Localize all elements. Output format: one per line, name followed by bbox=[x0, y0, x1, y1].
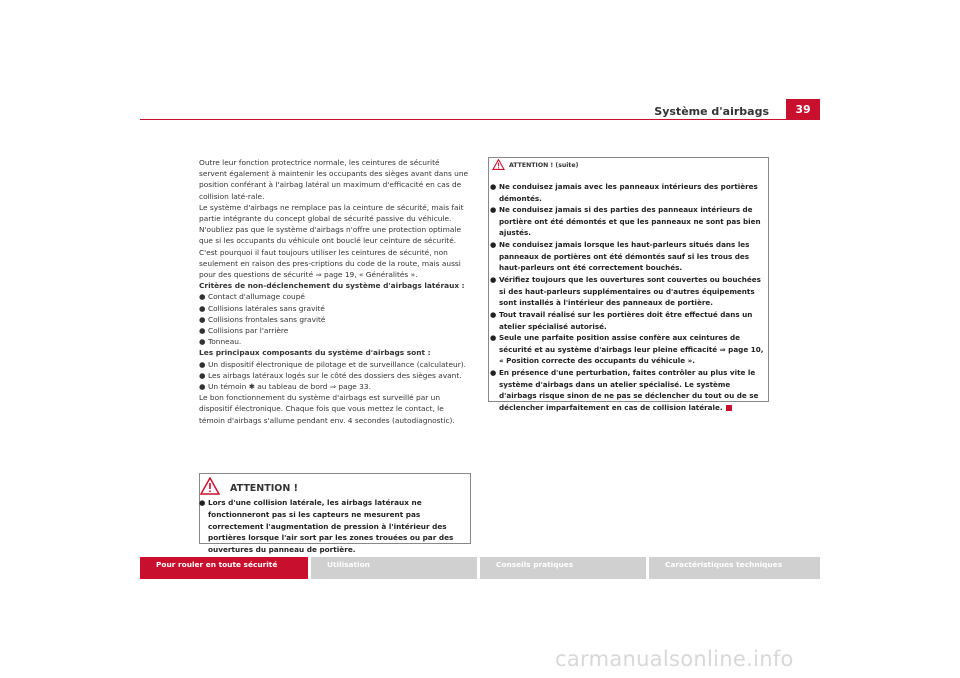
tab-safety[interactable]: Pour rouler en toute sécurité bbox=[140, 557, 308, 579]
bullet-icon: ● bbox=[199, 292, 206, 302]
list-item: ● Tonneau. bbox=[199, 337, 242, 347]
bullet-icon: ● bbox=[490, 205, 497, 215]
warning-triangle-icon bbox=[492, 159, 505, 170]
list-item: ● Collisions frontales sans gravité bbox=[199, 314, 326, 324]
list-item: ● Ne conduisez jamais avec les panneaux intérieurs des portières démontés. bbox=[490, 182, 758, 203]
page-number: 39 bbox=[786, 99, 820, 119]
bullet-icon: ● bbox=[490, 182, 497, 191]
bullet-icon: ● bbox=[199, 303, 206, 313]
bullet-icon: ● bbox=[199, 370, 206, 380]
bullet-icon: ● bbox=[199, 326, 206, 336]
tab-practical-tips[interactable]: Conseils pratiques bbox=[480, 557, 646, 579]
header-rule bbox=[140, 119, 820, 120]
attention-title: ATTENTION ! bbox=[230, 483, 298, 494]
list-item: ● Lors d'une collision latérale, les airbags latéraux ne fonctionneront pas si les capteurs ne mesurent pas correctement l'augmentation de pression à l'intérieur des portières lorsque l'air sort par les zones trouées ou par des ouvertures du panneau de portière. bbox=[199, 498, 454, 555]
left-column bbox=[199, 157, 469, 426]
list-item: ● Collisions latérales sans gravité bbox=[199, 303, 325, 313]
list-item: ● Collisions par l'arrière bbox=[199, 326, 289, 336]
page-header-title: Système d'airbags bbox=[654, 105, 769, 118]
bullet-icon: ● bbox=[199, 498, 206, 507]
bullet-icon: ● bbox=[199, 382, 206, 392]
bullet-icon: ● bbox=[199, 337, 206, 347]
list-item: ● Tout travail réalisé sur les portières doit être effectué dans un atelier spécialisé autorisé. bbox=[490, 310, 753, 331]
bullet-icon: ● bbox=[490, 310, 497, 320]
list-item: ● Vérifiez toujours que les ouvertures sont couvertes ou bouchées si des haut-parleurs supplémentaires ou d'autres équipements sont installés à l'intérieur des panneaux de portière. bbox=[490, 275, 761, 308]
warning-triangle-icon bbox=[200, 477, 220, 495]
criteria-heading: Critères de non-déclenchement du système d'airbags latéraux : bbox=[199, 281, 465, 291]
list-item: ● Seule une parfaite position assise confère aux ceintures de sécurité et au système d'airbags leur pleine efficacité ⇒ page 10, « Position correcte des occupants du véhicule ». bbox=[490, 333, 764, 366]
bullet-icon: ● bbox=[490, 368, 497, 378]
list-item: ● Les airbags latéraux logés sur le côté des dossiers des sièges avant. bbox=[199, 370, 462, 380]
bullet-icon: ● bbox=[490, 333, 497, 343]
tab-technical-data[interactable]: Caractéristiques techniques bbox=[649, 557, 820, 579]
footer-nav bbox=[140, 557, 820, 579]
list-item: ● Ne conduisez jamais lorsque les haut-parleurs situés dans les panneaux de portières ont été démontés sauf si les trous des haut-parleurs ont été correctement bouchés. bbox=[490, 240, 750, 273]
attention-continued-body bbox=[490, 181, 768, 414]
attention-body bbox=[199, 497, 467, 556]
components-heading: Les principaux composants du système d'airbags sont : bbox=[199, 348, 431, 358]
list-item: ● Un dispositif électronique de pilotage et de surveillance (calculateur). bbox=[199, 359, 466, 369]
body-paragraph: Le système d'airbags ne remplace pas la ceinture de sécurité, mais fait partie intégrante du concept global de sécurité passive du véhicule. N'oubliez pas que le système d'airbags n'offre une protection optimale que si les occupants du véhicule ont bouclé leur ceinture de sécurité. C'est pourquoi il faut toujours utiliser les ceintures de sécurité, non seulement en raison des pres-criptions du code de la route, mais aussi pour des questions de sécurité ⇒ page 19, « Généralités ». bbox=[199, 202, 464, 280]
list-item: ● Un témoin ✱ au tableau de bord ⇒ page 33. bbox=[199, 382, 371, 392]
list-item: ● Ne conduisez jamais si des parties des panneaux intérieurs de portière ont été démontés et que les panneaux ne sont pas bien ajustés. bbox=[490, 205, 761, 238]
bullet-icon: ● bbox=[199, 314, 206, 324]
watermark: carmanualsonline.info bbox=[555, 647, 794, 671]
bullet-icon: ● bbox=[490, 275, 497, 285]
list-item: ● En présence d'une perturbation, faites contrôler au plus vite le système d'airbags dans un atelier spécialisé. Le système d'airbags risque sinon de ne pas se déclencher du tout ou de se déclencher imparfaitement en cas de collision latérale. bbox=[490, 368, 759, 412]
bullet-icon: ● bbox=[199, 359, 206, 369]
tab-operation[interactable]: Utilisation bbox=[311, 557, 477, 579]
bullet-icon: ● bbox=[490, 240, 497, 250]
intro-paragraph: Outre leur fonction protectrice normale, les ceintures de sécurité servent également à maintenir les occupants des sièges avant dans une position conférant à l'airbag latéral un maximum d'efficacité en cas de collision laté-rale. bbox=[199, 158, 469, 201]
closing-paragraph: Le bon fonctionnement du système d'airbags est surveillé par un dispositif électronique. Chaque fois que vous mettez le contact, le témoin d'airbags s'allume pendant env. 4 secondes (autodiagnostic). bbox=[199, 393, 455, 425]
end-of-section-icon bbox=[726, 405, 732, 411]
list-item: ● Contact d'allumage coupé bbox=[199, 292, 305, 302]
attention-continued-title: ATTENTION ! (suite) bbox=[509, 162, 579, 169]
